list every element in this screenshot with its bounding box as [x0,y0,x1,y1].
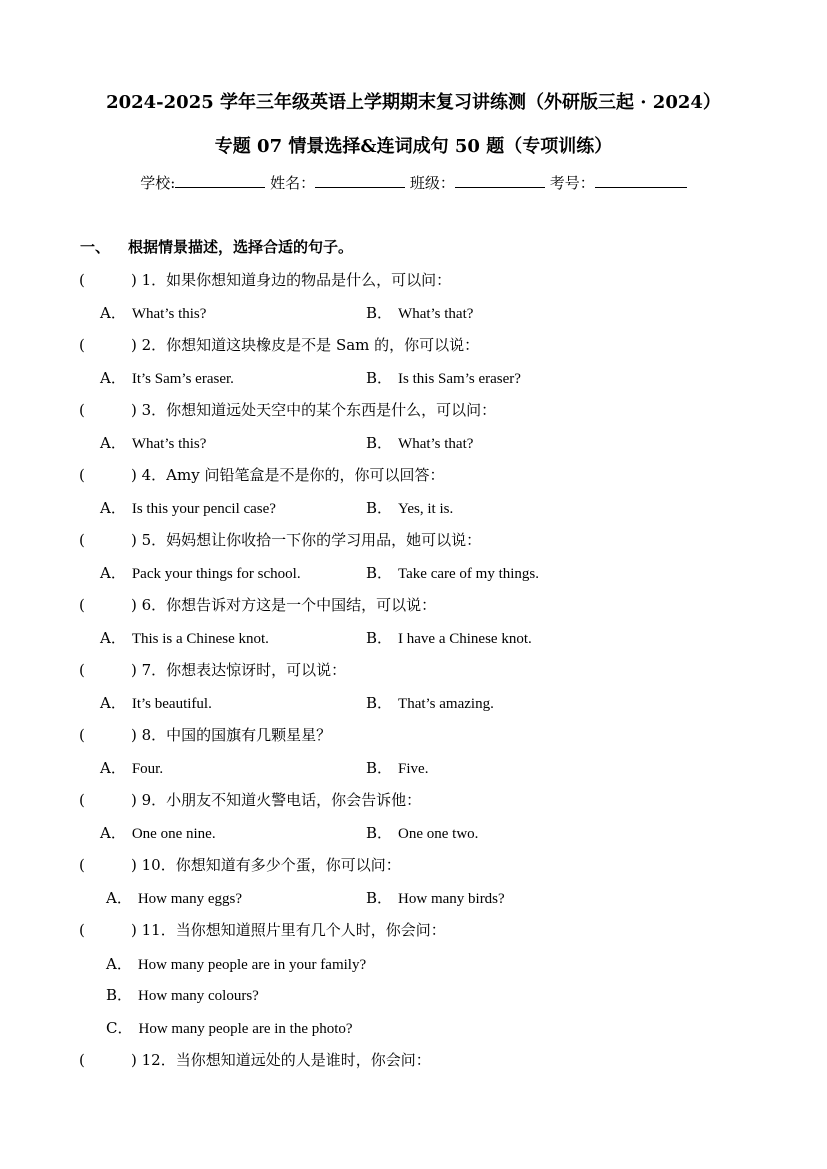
question-text: 中国的国旗有几颗星星？ [166,726,332,744]
option-label: B． [366,694,393,712]
question-row [79,790,421,810]
option-b[interactable] [366,888,505,909]
option-a[interactable] [100,498,276,519]
answer-paren[interactable]: ( [79,726,85,744]
option-label: B． [366,629,393,647]
question-number: ) 1． [131,271,167,289]
school-blank[interactable] [175,173,265,188]
option-label: B． [366,564,393,582]
option-b[interactable] [366,303,473,324]
exam-number-label: 考号： [549,174,595,192]
answer-paren[interactable]: ( [79,921,85,939]
option-text: What’s this? [131,306,207,322]
question-text: 小朋友不知道火警电话，你会告诉他： [166,791,422,809]
option-b[interactable] [366,433,473,454]
question-row [79,725,331,745]
option-label: B． [366,499,393,517]
section-title: 根据情景描述，选择合适的句子。 [128,238,354,256]
option-label: B． [366,369,393,387]
option-a[interactable] [100,303,206,324]
question-number: ) 4． [131,466,167,484]
option-text: What’s that? [398,436,474,452]
option-label: A． [100,564,126,582]
option-a[interactable] [100,368,234,389]
option-c[interactable] [106,1018,353,1039]
question-number: ) 11． [131,921,176,939]
option-text: Five. [398,761,429,777]
option-label: B． [366,304,393,322]
answer-paren[interactable]: ( [79,596,85,614]
option-text: I have a Chinese knot. [398,631,532,647]
option-text: How many people are in the photo? [138,1021,353,1037]
section-heading [80,236,353,257]
answer-paren[interactable]: ( [79,791,85,809]
question-text: 你想知道远处天空中的某个东西是什么，可以问： [166,401,497,419]
exam-number-blank[interactable] [595,173,687,188]
option-a[interactable] [100,823,216,844]
option-b[interactable] [366,498,453,519]
section-number: 一、 [80,238,111,256]
school-label: 学校: [140,174,176,192]
option-a[interactable] [106,954,366,975]
option-label: C． [106,1019,133,1037]
document-title: 2024-2025 学年三年级英语上学期期末复习讲练测（外研版三起 · 2024） [106,92,721,113]
option-text: How many people are in your family? [137,957,367,973]
option-label: B． [106,986,133,1004]
question-row [79,465,444,485]
option-text: It’s beautiful. [131,696,212,712]
student-info-row [0,172,827,193]
answer-paren[interactable]: ( [79,856,85,874]
question-text: 如果你想知道身边的物品是什么，可以问： [166,271,452,289]
answer-paren[interactable]: ( [79,1051,85,1069]
question-text: 当你想知道照片里有几个人时，你会问： [175,921,446,939]
option-text: Is this your pencil case? [131,501,276,517]
answer-paren[interactable]: ( [79,401,85,419]
class-label: 班级： [409,174,455,192]
option-label: A． [100,824,126,842]
question-text: Amy 问铅笔盒是不是你的，你可以回答： [166,466,445,484]
option-label: B． [366,434,393,452]
option-label: A． [100,694,126,712]
option-label: B． [366,759,393,777]
option-label: A． [100,434,126,452]
option-b[interactable] [366,758,428,779]
question-row [79,660,346,680]
option-label: A． [106,955,132,973]
option-text: How many eggs? [137,891,242,907]
question-text: 你想知道有多少个蛋，你可以问： [175,856,401,874]
question-row [79,335,479,355]
option-b[interactable] [366,368,521,389]
option-a[interactable] [100,563,301,584]
question-row [79,595,436,615]
option-b[interactable] [366,628,532,649]
question-number: ) 12． [131,1051,176,1069]
option-text: One one nine. [131,826,216,842]
option-a[interactable] [100,628,269,649]
question-row [79,530,481,550]
question-row [79,400,496,420]
answer-paren[interactable]: ( [79,466,85,484]
document-subtitle: 专题 07 情景选择&连词成句 50 题（专项训练） [214,136,613,157]
question-text: 当你想知道远处的人是谁时，你会问： [175,1051,431,1069]
option-label: A． [100,499,126,517]
question-number: ) 8． [131,726,167,744]
option-label: A． [106,889,132,907]
question-row [79,1050,431,1070]
question-text: 你想知道这块橡皮是不是 Sam 的，你可以说： [166,336,480,354]
option-text: Pack your things for school. [131,566,301,582]
question-number: ) 10． [131,856,176,874]
option-label: B． [366,824,393,842]
option-text: One one two. [398,826,479,842]
question-number: ) 5． [131,531,167,549]
option-text: How many birds? [398,891,505,907]
name-label: 姓名： [270,174,316,192]
question-row [79,270,451,290]
option-text: Yes, it is. [398,501,454,517]
question-text: 你想告诉对方这是一个中国结，可以说： [166,596,437,614]
answer-paren[interactable]: ( [79,531,85,549]
option-a[interactable] [100,433,206,454]
option-label: A． [100,369,126,387]
option-a[interactable] [106,888,242,909]
option-a[interactable] [100,758,163,779]
question-text: 你想表达惊讶时，可以说： [166,661,347,679]
option-text: It’s Sam’s eraser. [131,371,234,387]
option-text: What’s this? [131,436,207,452]
option-label: B． [366,889,393,907]
question-number: ) 9． [131,791,167,809]
option-b[interactable] [366,693,494,714]
option-text: That’s amazing. [398,696,494,712]
option-text: Is this Sam’s eraser? [398,371,521,387]
option-a[interactable] [100,693,212,714]
answer-paren[interactable]: ( [79,661,85,679]
answer-paren[interactable]: ( [79,271,85,289]
name-blank[interactable] [315,173,405,188]
option-b[interactable] [366,563,539,584]
class-blank[interactable] [455,173,545,188]
option-label: A． [100,304,126,322]
option-text: Four. [131,761,164,777]
question-number: ) 2． [131,336,167,354]
question-number: ) 3． [131,401,167,419]
question-number: ) 7． [131,661,167,679]
question-row [79,855,401,875]
option-b[interactable] [106,985,259,1006]
option-text: This is a Chinese knot. [131,631,269,647]
option-label: A． [100,759,126,777]
option-text: What’s that? [398,306,474,322]
question-row [79,920,446,940]
question-number: ) 6． [131,596,167,614]
option-label: A． [100,629,126,647]
option-text: How many colours? [138,988,259,1004]
question-text: 妈妈想让你收拾一下你的学习用品，她可以说： [166,531,482,549]
option-b[interactable] [366,823,478,844]
answer-paren[interactable]: ( [79,336,85,354]
option-text: Take care of my things. [398,566,540,582]
